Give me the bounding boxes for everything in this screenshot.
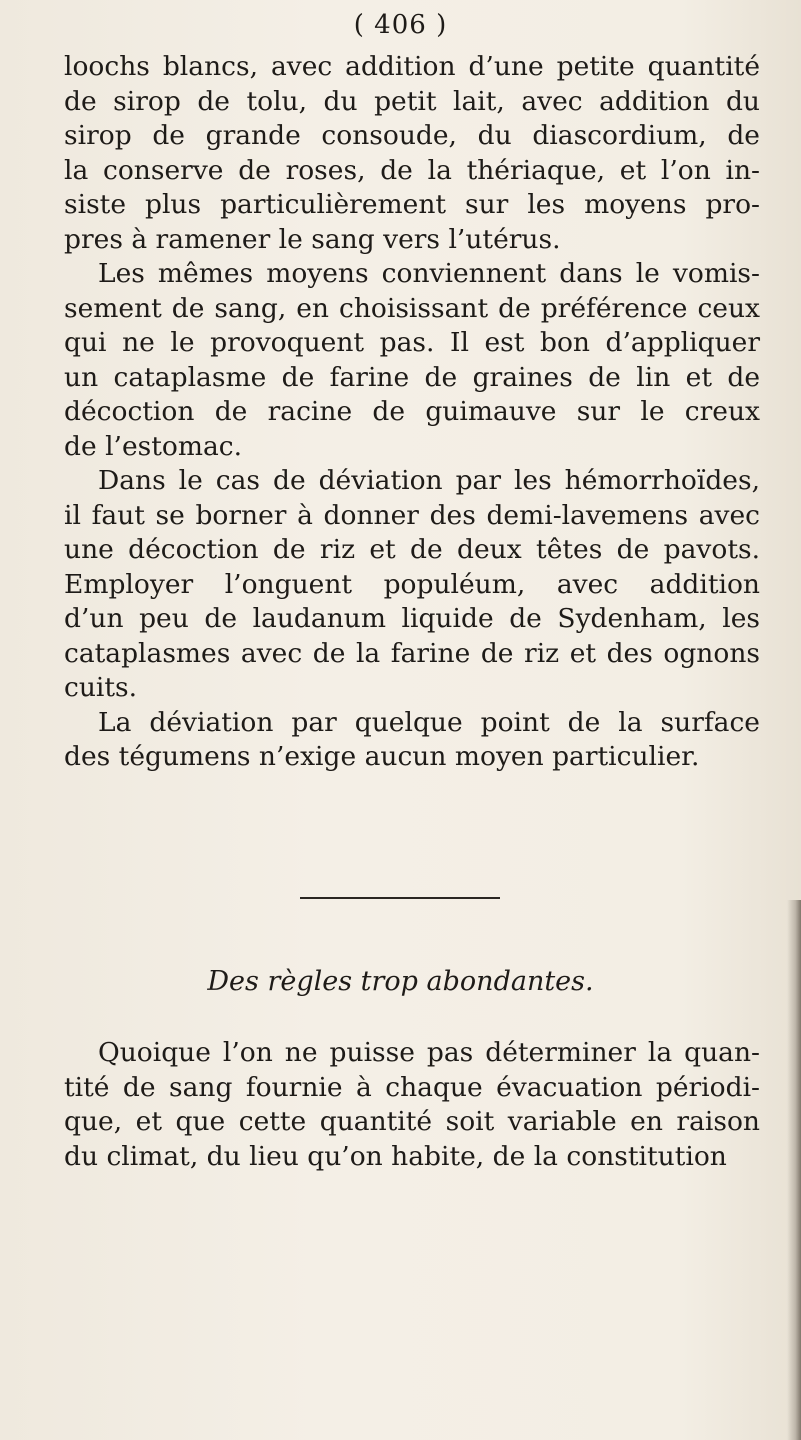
text-line: sement de sang, en choisissant de préférence ceux: [64, 292, 760, 324]
text-line: cuits.: [64, 672, 138, 703]
section-body-text: [64, 1036, 760, 1174]
text-line: Dans le cas de déviation par les hémorrhoïdes,: [98, 465, 760, 496]
paragraph: [64, 257, 760, 464]
text-line: Les mêmes moyens conviennent dans le vomis-: [98, 258, 760, 289]
text-line: décoction de racine de guimauve sur le creux: [64, 396, 760, 427]
text-line: siste plus particulièrement sur les moyens pro-: [64, 189, 760, 220]
text-line: une décoction de riz et de deux têtes de pavots.: [64, 534, 760, 565]
text-line: loochs blancs, avec addition d’une petite quantité: [64, 51, 760, 82]
text-line: de l’estomac.: [64, 430, 243, 462]
section-title: Des règles trop abondantes.: [207, 966, 594, 997]
text-line: La déviation par quelque point de la surface: [98, 706, 760, 738]
text-line: un cataplasme de farine de graines de lin et de: [64, 361, 760, 393]
page-number: ( 406 ): [353, 10, 448, 40]
text-line: Employer l’onguent populéum, avec addition: [64, 568, 760, 600]
text-line: sirop de grande consoude, du diascordium, de: [64, 120, 760, 151]
text-line: d’un peu de laudanum liquide de Sydenham, les: [64, 603, 760, 634]
text-line: des tégumens n’exige aucun moyen particulier.: [64, 741, 700, 772]
text-line: du climat, du lieu qu’on habite, de la constitution: [64, 1140, 727, 1172]
text-line: pres à ramener le sang vers l’utérus.: [64, 223, 561, 255]
paragraph: [64, 1036, 760, 1174]
text-line: Quoique l’on ne puisse pas déterminer la quan-: [98, 1037, 760, 1068]
paragraph: [64, 464, 760, 706]
text-line: de sirop de tolu, du petit lait, avec addition du: [64, 85, 760, 117]
section-divider: [300, 897, 500, 899]
text-line: il faut se borner à donner des demi-lavemens avec: [64, 499, 760, 531]
text-line: cataplasmes avec de la farine de riz et des ognons: [64, 637, 760, 669]
text-line: que, et que cette quantité soit variable en raison: [64, 1106, 760, 1137]
text-line: qui ne le provoquent pas. Il est bon d’appliquer: [64, 327, 760, 358]
text-line: tité de sang fournie à chaque évacuation périodi-: [64, 1071, 760, 1103]
paragraph: [64, 706, 760, 775]
paragraph: [64, 50, 760, 257]
body-text: [64, 50, 760, 775]
text-line: la conserve de roses, de la thériaque, et l’on in-: [64, 154, 760, 186]
